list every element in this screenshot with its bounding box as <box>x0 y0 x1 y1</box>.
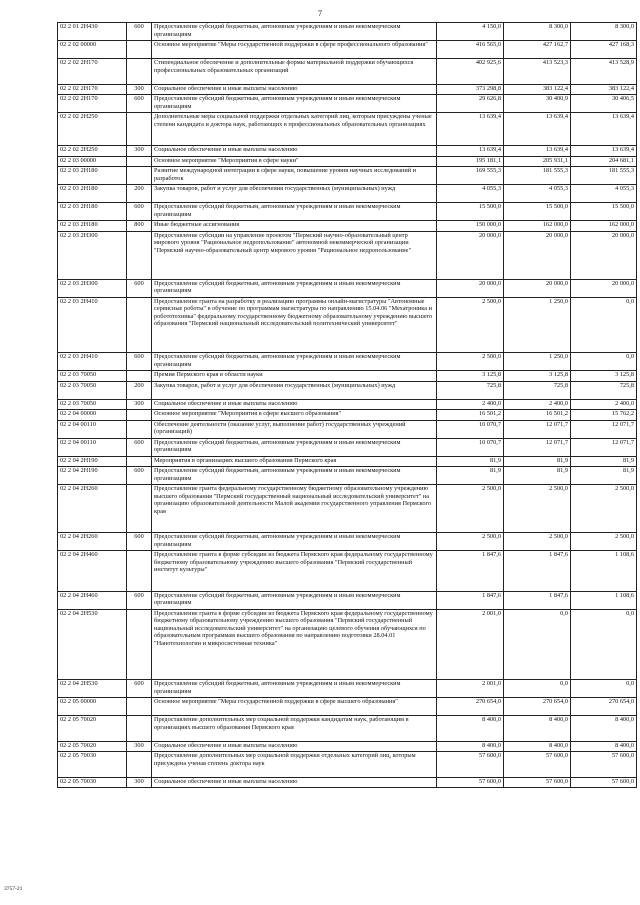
article-name: Основное мероприятие "Меры государственной поддержки в сфере профессионального образования" <box>152 41 437 59</box>
table-row <box>58 231 637 279</box>
article-name: Предоставление субсидий бюджетным, автономным учреждениям и иным некоммерческим организациям <box>152 533 437 551</box>
table-row <box>58 23 637 41</box>
amount-year-3: 20 000,0 <box>571 279 637 297</box>
table-row <box>58 41 637 59</box>
amount-year-3: 1 108,6 <box>571 591 637 609</box>
table-row <box>58 371 637 382</box>
table-row <box>58 551 637 592</box>
article-name: Развитие международной интеграции в сфере науки, повышение уровня научных исследований и разработок <box>152 167 437 185</box>
amount-year-1: 1 847,6 <box>437 551 504 592</box>
amount-year-1: 4 150,0 <box>437 23 504 41</box>
amount-year-3: 0,0 <box>571 609 637 680</box>
article-name: Социальное обеспечение и иные выплаты населению <box>152 146 437 157</box>
expense-type-code <box>127 551 152 592</box>
amount-year-3: 427 168,3 <box>571 41 637 59</box>
table-row <box>58 485 637 533</box>
target-article-code: 02 2 04 00000 <box>58 410 127 421</box>
amount-year-2: 181 555,3 <box>504 167 571 185</box>
table-row <box>58 353 637 371</box>
target-article-code: 02 2 04 2Н460 <box>58 591 127 609</box>
amount-year-1: 57 600,0 <box>437 752 504 778</box>
table-row <box>58 167 637 185</box>
amount-year-2: 3 125,8 <box>504 371 571 382</box>
amount-year-2: 13 639,4 <box>504 146 571 157</box>
amount-year-3: 30 406,5 <box>571 95 637 113</box>
amount-year-1: 81,9 <box>437 467 504 485</box>
amount-year-2: 2 500,0 <box>504 533 571 551</box>
amount-year-2: 4 055,3 <box>504 185 571 203</box>
budget-table <box>57 22 637 788</box>
article-name: Обеспечение деятельности (оказание услуг, выполнение работ) государственных учреждений (организаций) <box>152 420 437 438</box>
expense-type-code <box>127 698 152 716</box>
article-name: Предоставление дополнительных мер социальной поддержки отдельных категорий лиц, которым присуждена ученая степень доктора наук <box>152 752 437 778</box>
target-article-code: 02 2 03 70050 <box>58 381 127 399</box>
amount-year-3: 162 000,0 <box>571 221 637 232</box>
amount-year-3: 8 300,0 <box>571 23 637 41</box>
target-article-code: 02 2 03 2Н410 <box>58 353 127 371</box>
target-article-code: 02 2 03 70050 <box>58 399 127 410</box>
article-name: Социальное обеспечение и иные выплаты населению <box>152 84 437 95</box>
amount-year-2: 8 400,0 <box>504 741 571 752</box>
expense-type-code: 600 <box>127 353 152 371</box>
amount-year-3: 20 000,0 <box>571 231 637 279</box>
amount-year-2: 162 000,0 <box>504 221 571 232</box>
amount-year-3: 1 108,6 <box>571 551 637 592</box>
target-article-code: 02 2 03 2Н180 <box>58 185 127 203</box>
expense-type-code <box>127 420 152 438</box>
amount-year-1: 402 925,6 <box>437 59 504 85</box>
target-article-code: 02 2 03 00000 <box>58 156 127 167</box>
expense-type-code <box>127 156 152 167</box>
article-name: Предоставление субсидий бюджетным, автономным учреждениям и иным некоммерческим организациям <box>152 680 437 698</box>
target-article-code: 02 2 03 70050 <box>58 371 127 382</box>
amount-year-1: 20 000,0 <box>437 231 504 279</box>
expense-type-code <box>127 113 152 146</box>
expense-type-code: 300 <box>127 777 152 788</box>
amount-year-2: 270 654,0 <box>504 698 571 716</box>
amount-year-2: 81,9 <box>504 456 571 467</box>
document-code: 3757-21 <box>4 886 23 892</box>
amount-year-3: 383 122,4 <box>571 84 637 95</box>
amount-year-1: 10 070,7 <box>437 438 504 456</box>
amount-year-3: 4 055,3 <box>571 185 637 203</box>
expense-type-code <box>127 371 152 382</box>
table-row <box>58 716 637 742</box>
amount-year-1: 416 565,0 <box>437 41 504 59</box>
expense-type-code: 600 <box>127 467 152 485</box>
amount-year-1: 2 001,0 <box>437 609 504 680</box>
article-name: Предоставление субсидий бюджетным, автономным учреждениям и иным некоммерческим организациям <box>152 467 437 485</box>
target-article-code: 02 2 04 2Н190 <box>58 456 127 467</box>
amount-year-1: 270 654,0 <box>437 698 504 716</box>
expense-type-code: 600 <box>127 591 152 609</box>
expense-type-code <box>127 59 152 85</box>
target-article-code: 02 2 01 2Н430 <box>58 23 127 41</box>
amount-year-1: 20 000,0 <box>437 279 504 297</box>
amount-year-2: 57 600,0 <box>504 752 571 778</box>
amount-year-3: 13 639,4 <box>571 113 637 146</box>
article-name: Предоставление субсидий бюджетным, автономным учреждениям и иным некоммерческим организациям <box>152 23 437 41</box>
amount-year-1: 373 298,8 <box>437 84 504 95</box>
expense-type-code <box>127 41 152 59</box>
expense-type-code: 300 <box>127 741 152 752</box>
amount-year-1: 57 600,0 <box>437 777 504 788</box>
target-article-code: 02 2 04 2Н530 <box>58 609 127 680</box>
amount-year-3: 0,0 <box>571 680 637 698</box>
amount-year-1: 8 400,0 <box>437 741 504 752</box>
amount-year-2: 8 300,0 <box>504 23 571 41</box>
article-name: Социальное обеспечение и иные выплаты населению <box>152 399 437 410</box>
page-number: 7 <box>318 9 322 18</box>
article-name: Предоставление дополнительных мер социальной поддержки кандидатам наук, работающим в организациях высшего образования Пермского края <box>152 716 437 742</box>
amount-year-3: 2 400,0 <box>571 399 637 410</box>
target-article-code: 02 2 04 2Н460 <box>58 551 127 592</box>
table-row <box>58 609 637 680</box>
amount-year-2: 2 500,0 <box>504 485 571 533</box>
table-row <box>58 741 637 752</box>
table-row <box>58 438 637 456</box>
amount-year-3: 0,0 <box>571 297 637 353</box>
expense-type-code <box>127 609 152 680</box>
target-article-code: 02 2 03 2Н180 <box>58 221 127 232</box>
amount-year-1: 15 500,0 <box>437 203 504 221</box>
amount-year-2: 12 071,7 <box>504 420 571 438</box>
amount-year-2: 383 122,4 <box>504 84 571 95</box>
amount-year-1: 169 555,3 <box>437 167 504 185</box>
expense-type-code <box>127 297 152 353</box>
target-article-code: 02 2 04 2Н260 <box>58 533 127 551</box>
amount-year-3: 57 600,0 <box>571 752 637 778</box>
target-article-code: 02 2 05 70020 <box>58 716 127 742</box>
table-row <box>58 113 637 146</box>
expense-type-code <box>127 716 152 742</box>
amount-year-2: 427 162,7 <box>504 41 571 59</box>
amount-year-1: 2 500,0 <box>437 485 504 533</box>
amount-year-1: 29 626,8 <box>437 95 504 113</box>
article-name: Социальное обеспечение и иные выплаты населению <box>152 777 437 788</box>
target-article-code: 02 2 02 2Н170 <box>58 59 127 85</box>
amount-year-1: 8 400,0 <box>437 716 504 742</box>
amount-year-3: 181 555,3 <box>571 167 637 185</box>
table-row <box>58 279 637 297</box>
table-row <box>58 146 637 157</box>
expense-type-code <box>127 456 152 467</box>
target-article-code: 02 2 05 70030 <box>58 752 127 778</box>
target-article-code: 02 2 03 2Н300 <box>58 231 127 279</box>
article-name: Основное мероприятие "Мероприятия в сфере науки" <box>152 156 437 167</box>
table-row <box>58 59 637 85</box>
amount-year-2: 16 501,2 <box>504 410 571 421</box>
target-article-code: 02 2 02 2Н250 <box>58 146 127 157</box>
amount-year-1: 4 055,3 <box>437 185 504 203</box>
amount-year-3: 81,9 <box>571 467 637 485</box>
article-name: Предоставление субсидии на управление проектом "Пермский научно-образовательный центр мирового уровня "Рациональное недропользование" автономной некоммерческой организации "Пермский научно-образовательный центр мирового уровня "Рациональное недропользование" <box>152 231 437 279</box>
amount-year-2: 30 400,9 <box>504 95 571 113</box>
target-article-code: 02 2 04 2Н530 <box>58 680 127 698</box>
amount-year-3: 12 071,7 <box>571 438 637 456</box>
amount-year-1: 1 847,6 <box>437 591 504 609</box>
amount-year-3: 8 400,0 <box>571 716 637 742</box>
article-name: Закупка товаров, работ и услуг для обеспечения государственных (муниципальных) нужд <box>152 381 437 399</box>
target-article-code: 02 2 02 2Н250 <box>58 113 127 146</box>
target-article-code: 02 2 03 2Н180 <box>58 203 127 221</box>
expense-type-code: 200 <box>127 381 152 399</box>
amount-year-3: 270 654,0 <box>571 698 637 716</box>
amount-year-1: 13 639,4 <box>437 146 504 157</box>
target-article-code: 02 2 05 00000 <box>58 698 127 716</box>
table-row <box>58 297 637 353</box>
article-name: Основное мероприятие "Мероприятия в сфере высшего образования" <box>152 410 437 421</box>
amount-year-1: 2 001,0 <box>437 680 504 698</box>
article-name: Предоставление субсидий бюджетным, автономным учреждениям и иным некоммерческим организациям <box>152 95 437 113</box>
expense-type-code: 600 <box>127 203 152 221</box>
table-row <box>58 591 637 609</box>
expense-type-code: 200 <box>127 185 152 203</box>
expense-type-code: 600 <box>127 23 152 41</box>
article-name: Иные бюджетные ассигнования <box>152 221 437 232</box>
amount-year-2: 1 847,6 <box>504 591 571 609</box>
amount-year-2: 2 400,0 <box>504 399 571 410</box>
amount-year-2: 1 250,0 <box>504 297 571 353</box>
amount-year-3: 2 500,0 <box>571 533 637 551</box>
expense-type-code <box>127 485 152 533</box>
table-row <box>58 777 637 788</box>
amount-year-3: 15 500,0 <box>571 203 637 221</box>
expense-type-code: 300 <box>127 399 152 410</box>
table-row <box>58 533 637 551</box>
amount-year-1: 81,9 <box>437 456 504 467</box>
expense-type-code <box>127 231 152 279</box>
amount-year-2: 12 071,7 <box>504 438 571 456</box>
target-article-code: 02 2 02 2Н170 <box>58 95 127 113</box>
table-row <box>58 410 637 421</box>
amount-year-3: 2 500,0 <box>571 485 637 533</box>
amount-year-3: 12 071,7 <box>571 420 637 438</box>
target-article-code: 02 2 04 00110 <box>58 420 127 438</box>
amount-year-1: 2 500,0 <box>437 297 504 353</box>
amount-year-1: 13 639,4 <box>437 113 504 146</box>
expense-type-code <box>127 167 152 185</box>
amount-year-1: 2 500,0 <box>437 353 504 371</box>
amount-year-3: 0,0 <box>571 353 637 371</box>
amount-year-3: 8 400,0 <box>571 741 637 752</box>
amount-year-1: 2 400,0 <box>437 399 504 410</box>
target-article-code: 02 2 02 2Н170 <box>58 84 127 95</box>
amount-year-2: 0,0 <box>504 680 571 698</box>
table-row <box>58 95 637 113</box>
table-row <box>58 698 637 716</box>
amount-year-2: 205 931,1 <box>504 156 571 167</box>
amount-year-3: 13 639,4 <box>571 146 637 157</box>
expense-type-code: 800 <box>127 221 152 232</box>
table-row <box>58 752 637 778</box>
table-row <box>58 467 637 485</box>
article-name: Предоставление гранта федеральному государственному бюджетному образовательному учреждению высшего образования "Пермский государственный национальный исследовательский университет" на организацию образовательной деятельности Малой академии государственного управления Пермского края <box>152 485 437 533</box>
amount-year-1: 3 125,8 <box>437 371 504 382</box>
amount-year-1: 150 000,0 <box>437 221 504 232</box>
article-name: Предоставление субсидий бюджетным, автономным учреждениям и иным некоммерческим организациям <box>152 279 437 297</box>
amount-year-3: 15 762,2 <box>571 410 637 421</box>
expense-type-code: 300 <box>127 146 152 157</box>
article-name: Дополнительные меры социальной поддержки отдельных категорий лиц, которым присуждены ученые степени кандидата и доктора наук, работающих в профессиональных образовательных организациях <box>152 113 437 146</box>
target-article-code: 02 2 04 2Н260 <box>58 485 127 533</box>
expense-type-code: 600 <box>127 438 152 456</box>
amount-year-1: 16 501,2 <box>437 410 504 421</box>
amount-year-2: 15 500,0 <box>504 203 571 221</box>
article-name: Стипендиальное обеспечение и дополнительные формы материальной поддержки обучающихся профессиональных образовательных организаций <box>152 59 437 85</box>
amount-year-1: 10 070,7 <box>437 420 504 438</box>
amount-year-2: 725,8 <box>504 381 571 399</box>
amount-year-3: 413 528,9 <box>571 59 637 85</box>
table-row <box>58 156 637 167</box>
table-row <box>58 221 637 232</box>
table-row <box>58 84 637 95</box>
amount-year-3: 204 681,1 <box>571 156 637 167</box>
amount-year-3: 57 600,0 <box>571 777 637 788</box>
article-name: Мероприятия в организациях высшего образования Пермского края <box>152 456 437 467</box>
amount-year-2: 57 600,0 <box>504 777 571 788</box>
amount-year-2: 13 639,4 <box>504 113 571 146</box>
table-row <box>58 420 637 438</box>
target-article-code: 02 2 05 70030 <box>58 777 127 788</box>
amount-year-2: 20 000,0 <box>504 279 571 297</box>
article-name: Предоставление субсидий бюджетным, автономным учреждениям и иным некоммерческим организациям <box>152 203 437 221</box>
expense-type-code: 600 <box>127 279 152 297</box>
amount-year-2: 1 250,0 <box>504 353 571 371</box>
amount-year-2: 8 400,0 <box>504 716 571 742</box>
amount-year-3: 725,8 <box>571 381 637 399</box>
article-name: Предоставление гранта на разработку и реализацию программы онлайн-магистратуры "Автономные сервисные роботы" в обучение по программам магистратуры по направлению 15.04.06 "Мехатроника и робототехника" федеральному государственному бюджетному образовательному учреждению высшего образования "Пермский национальный исследовательский политехнический университет" <box>152 297 437 353</box>
target-article-code: 02 2 05 70020 <box>58 741 127 752</box>
article-name: Предоставление субсидий бюджетным, автономным учреждениям и иным некоммерческим организациям <box>152 438 437 456</box>
table-row <box>58 185 637 203</box>
amount-year-2: 413 523,3 <box>504 59 571 85</box>
amount-year-2: 20 000,0 <box>504 231 571 279</box>
amount-year-2: 1 847,6 <box>504 551 571 592</box>
budget-table-body <box>58 23 637 788</box>
table-row <box>58 680 637 698</box>
article-name: Основное мероприятие "Меры государственной поддержки в сфере высшего образования" <box>152 698 437 716</box>
amount-year-2: 0,0 <box>504 609 571 680</box>
amount-year-3: 81,9 <box>571 456 637 467</box>
target-article-code: 02 2 03 2Н180 <box>58 167 127 185</box>
amount-year-3: 3 125,8 <box>571 371 637 382</box>
amount-year-2: 81,9 <box>504 467 571 485</box>
table-row <box>58 456 637 467</box>
expense-type-code: 600 <box>127 680 152 698</box>
table-row <box>58 399 637 410</box>
target-article-code: 02 2 03 2Н300 <box>58 279 127 297</box>
article-name: Предоставление субсидий бюджетным, автономным учреждениям и иным некоммерческим организациям <box>152 353 437 371</box>
expense-type-code: 300 <box>127 84 152 95</box>
expense-type-code <box>127 752 152 778</box>
target-article-code: 02 2 03 2Н410 <box>58 297 127 353</box>
article-name: Социальное обеспечение и иные выплаты населению <box>152 741 437 752</box>
table-row <box>58 203 637 221</box>
amount-year-1: 725,8 <box>437 381 504 399</box>
amount-year-1: 2 500,0 <box>437 533 504 551</box>
article-name: Закупка товаров, работ и услуг для обеспечения государственных (муниципальных) нужд <box>152 185 437 203</box>
expense-type-code: 600 <box>127 95 152 113</box>
expense-type-code: 600 <box>127 533 152 551</box>
expense-type-code <box>127 410 152 421</box>
article-name: Предоставление субсидий бюджетным, автономным учреждениям и иным некоммерческим организациям <box>152 591 437 609</box>
target-article-code: 02 2 04 2Н190 <box>58 467 127 485</box>
target-article-code: 02 2 02 00000 <box>58 41 127 59</box>
target-article-code: 02 2 04 00110 <box>58 438 127 456</box>
article-name: Премия Пермского края в области науки <box>152 371 437 382</box>
table-row <box>58 381 637 399</box>
amount-year-1: 195 181,1 <box>437 156 504 167</box>
article-name: Предоставление гранта в форме субсидии из бюджета Пермского края федеральному государственному бюджетному образовательному учреждению высшего образования "Пермский государственный национальный исследовательский университет" на организацию целевого обучения обучающихся по образовательным программам высшего образования по направлению подготовки 28.04.01 "Нанотехнологии и микросистемная техника" <box>152 609 437 680</box>
article-name: Предоставление гранта в форме субсидии из бюджета Пермского края федеральному государственному бюджетному образовательному учреждению высшего образования "Пермский государственный институт культуры" <box>152 551 437 592</box>
